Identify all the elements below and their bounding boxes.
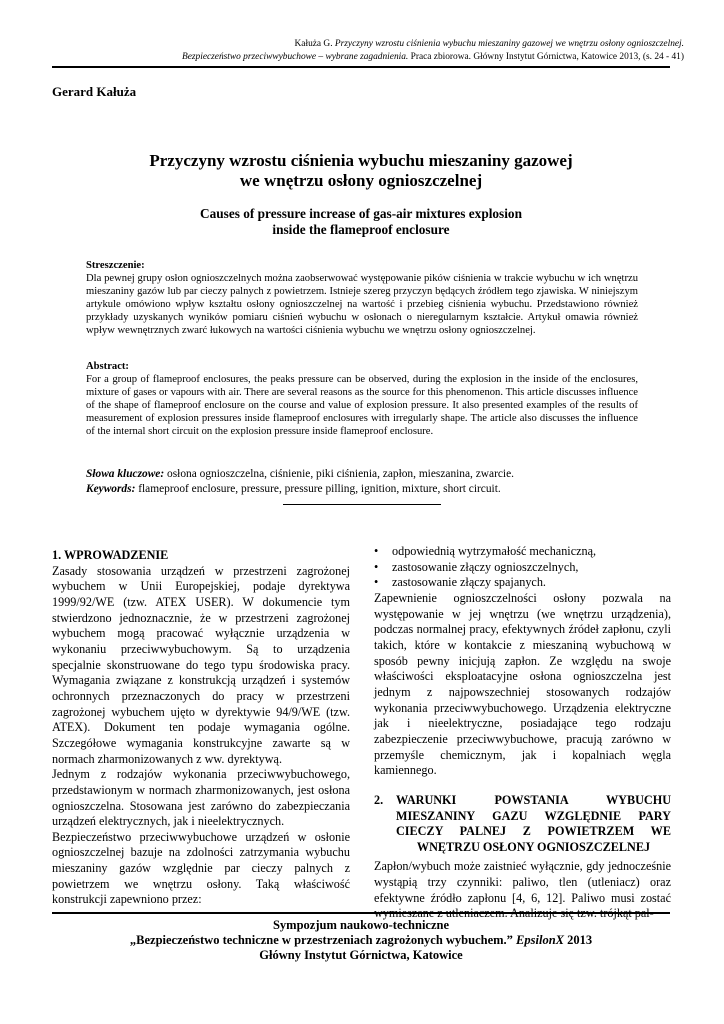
footer-epsilonx: EpsilonX xyxy=(516,933,564,947)
section-2-title: WARUNKI POWSTANIA WYBUCHU MIESZANINY GAZU WZGLĘDNIE PARY CIECZY PALNEJ Z POWIETRZEM WE WNĘTRZU OSŁONY OGNIOSZCZELNEJ xyxy=(396,792,671,854)
header-rule xyxy=(52,66,670,68)
author-name: Gerard Kałuża xyxy=(52,84,137,99)
section-1-heading: 1. WPROWADZENIE xyxy=(52,548,169,562)
title-polish xyxy=(52,151,670,191)
header-citation-author: Kałuża G. xyxy=(294,39,333,49)
header-citation-title: Przyczyny wzrostu ciśnienia wybuchu mieszaniny gazowej we wnętrzu osłony ognioszczelnej. xyxy=(334,39,684,49)
running-header-line-1 xyxy=(40,38,684,51)
abstract-english-heading: Abstract: xyxy=(86,361,129,372)
footer-rule xyxy=(52,912,670,914)
keywords-english-text: flameproof enclosure, pressure, pressure pilling, ignition, mixture, short circuit. xyxy=(138,483,501,495)
section-1-paragraph-2: Jednym z rodzajów wykonania przeciwwybuchowego, przedstawionym w normach zharmonizowanych, jest osłona ognioszczelna. Stosowana jest zarówno do zabezpieczania urządzeń elektrycznych, jak i nieelektrycznych. xyxy=(52,767,350,829)
footer-symposium-title: „Bezpieczeństwo techniczne w przestrzeniach zagrożonych wybuchem.” xyxy=(129,933,513,947)
section-1-paragraph-3: Bezpieczeństwo przeciwwybuchowe urządzeń w osłonie ognioszczelnej bazuje na zdolności zatrzymania wybuchu mieszaniny gazów względnie par cieczy palnych z powietrzem we wnętrzu osłony. Taką właściwość konstrukcji zapewniono przez: xyxy=(52,829,350,907)
title-english-line-2: inside the flameproof enclosure xyxy=(272,222,450,237)
body-column-left xyxy=(52,548,350,908)
footer-year: 2013 xyxy=(567,933,593,947)
section-1-paragraph-4: Zapewnienie ognioszczelności osłony pozwala na występowanie w jej wnętrzu (we wnętrzu urządzenia), podczas normalnej pracy, efektywnych źródeł zapłonu, czyli takich, które w kontakcie z mieszaniną wybuchową w sposób pewny inicjują zapłon. Ze względu na swoje właściwości eksploatacyjne osłona ognioszczelna jest jednym z najpowszechniej stosowanych rodzajów wykonania przeciwwybuchowego. Urządzenia elektryczne jak i nieelektryczne, posiadające tego rodzaju zabezpieczenie przeciwwybuchowe, pracują zarówno w przemyśle chemicznym, jak i kopalniach węgla kamiennego. xyxy=(374,590,671,778)
keywords-english-label: Keywords: xyxy=(86,483,136,495)
section-2-number: 2. xyxy=(374,792,384,807)
keywords-separator xyxy=(283,504,441,505)
title-english xyxy=(52,206,670,238)
section-1-paragraph-1: Zasady stosowania urządzeń w przestrzeni zagrożonej wybuchem w Unii Europejskiej, podaje dyrektywa 1999/92/WE (tzw. ATEX USER). W dokumencie tym stwierdzono jednoznacznie, że w przestrzeni zagrożonej wybuchem mogą pracować wyłącznie urządzenia w wykonaniu przeciwwybuchowym. Są to urządzenia specjalnie skonstruowane do tego typu środowiska pracy. Wymagania związane z konstrukcją urządzeń i systemów ochronnych przeznaczonych do pracy w przestrzeni zagrożonej wybuchem ujęto w dyrektywie 94/9/WE (tzw. ATEX). Dokument ten podaje wymagania ogólne. Szczegółowe wymagania konstrukcyjne zawarte są w normach zharmonizowanych z ww. dyrektywą. xyxy=(52,563,350,766)
keywords-polish-label: Słowa kluczowe: xyxy=(86,468,165,480)
title-polish-line-1: Przyczyny wzrostu ciśnienia wybuchu mieszaniny gazowej xyxy=(149,151,573,170)
section-2-paragraph-1: Zapłon/wybuch może zaistnieć wyłącznie, gdy jednocześnie wystąpią trzy czynniki: paliwo, tlen (utleniacz) oraz efektywne źródło zapłonu [4, 6, 12]. Paliwo musi zostać xyxy=(374,859,671,905)
list-item: • zastosowanie złączy spajanych. xyxy=(374,575,671,591)
header-citation-publisher: Praca zbiorowa. Główny Instytut Górnictwa, Katowice 2013, (s. 24 - 41) xyxy=(410,52,684,62)
list-item: • zastosowanie złączy ognioszczelnych, xyxy=(374,560,671,576)
abstract-polish-heading: Streszczenie: xyxy=(86,260,145,271)
abstract-english xyxy=(86,361,638,438)
title-polish-line-2: we wnętrzu osłony ognioszczelnej xyxy=(239,171,483,190)
section-2-heading xyxy=(374,793,671,856)
header-citation-book: Bezpieczeństwo przeciwwybuchowe – wybrane zagadnienia. xyxy=(182,52,409,62)
running-header-line-2 xyxy=(40,51,684,64)
abstract-polish xyxy=(86,260,638,337)
keywords xyxy=(86,467,638,497)
keywords-polish xyxy=(86,467,638,482)
body-column-right xyxy=(374,544,671,922)
title-english-line-1: Causes of pressure increase of gas-air mixtures explosion xyxy=(200,206,522,221)
keywords-polish-text: osłona ognioszczelna, ciśnienie, piki ciśnienia, zapłon, mieszanina, zwarcie. xyxy=(167,468,515,480)
footer-line-3: Główny Instytut Górnictwa, Katowice xyxy=(259,948,463,962)
footer-line-2 xyxy=(52,933,670,948)
page-footer xyxy=(52,918,670,963)
abstract-polish-text: Dla pewnej grupy osłon ognioszczelnych można zaobserwować występowanie pików ciśnienia w trakcie wybuchu w ich wnętrzu mieszaniny gazów lub par cieczy palnych z powietrzem. Istnieje szereg przyczyn będących źródłem tego zjawiska. W niniejszym artykule omówiono wpływ kształtu osłony ognioszczelnej na wartość i przebieg ciśnienia wybuchu. Przedstawiono również przykłady uzyskanych wyników pomiaru ciśnień wybuchu w osłonach o nieregularnym kształcie. Artykuł omawia również wpływ wewnętrznych zwarć łukowych na wartości ciśnienia wybuchu we wnętrzu osłony ognioszczelnej. xyxy=(86,272,638,336)
abstract-english-text: For a group of flameproof enclosures, the peaks pressure can be observed, during the explosion in the inside of the enclosures, mixture of gases or vapours with air. There are several reasons as the source for this phenomenon. This article discusses influence of the shape of flameproof enclosure on the course and value of explosion pressure. It also presented examples of the results of measurement of explosion pressures inside flameproof enclosures with irregularly shape. The article also discusses the influence of the internal short circuit on the explosion pressure inside flameproof enclosure. xyxy=(86,373,638,437)
keywords-english xyxy=(86,482,638,497)
footer-line-1: Sympozjum naukowo-techniczne xyxy=(272,918,450,932)
list-item: • odpowiednią wytrzymałość mechaniczną, xyxy=(374,544,671,560)
